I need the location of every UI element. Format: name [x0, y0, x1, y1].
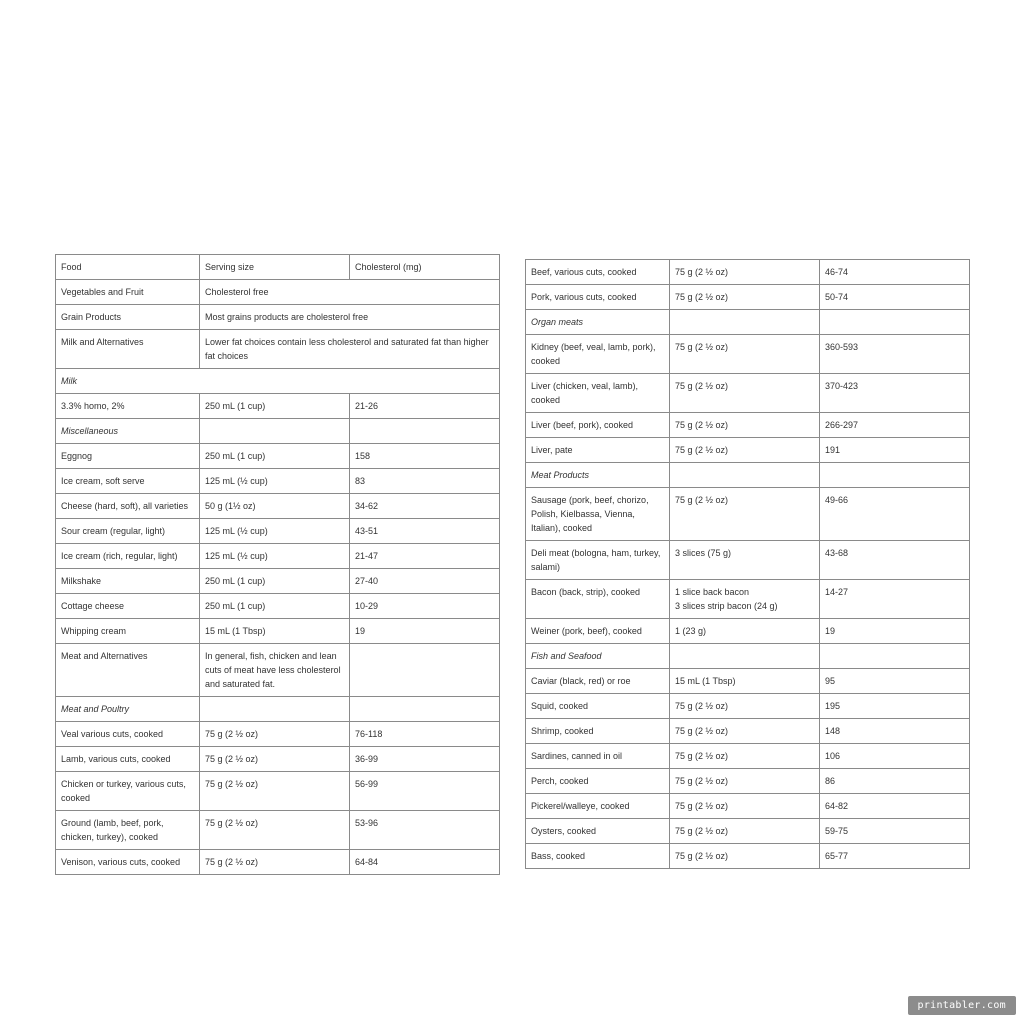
table-row — [56, 850, 500, 875]
table-cell: Deli meat (bologna, ham, turkey, salami) — [526, 541, 670, 580]
table-cell: 125 mL (½ cup) — [200, 519, 350, 544]
table-cell: Sausage (pork, beef, chorizo, Polish, Kielbassa, Vienna, Italian), cooked — [526, 488, 670, 541]
table-cell: Venison, various cuts, cooked — [56, 850, 200, 875]
table-cell: 49-66 — [820, 488, 970, 541]
table-cell: Food — [56, 255, 200, 280]
table-row — [526, 413, 970, 438]
table-row — [526, 669, 970, 694]
table-cell: 75 g (2 ½ oz) — [670, 335, 820, 374]
table-row — [526, 844, 970, 869]
table-row — [526, 744, 970, 769]
table-cell: 15 mL (1 Tbsp) — [200, 619, 350, 644]
table-cell: 75 g (2 ½ oz) — [670, 844, 820, 869]
table-cell: 158 — [350, 444, 500, 469]
table-cell — [670, 644, 820, 669]
table-cell — [200, 697, 350, 722]
table-cell: 250 mL (1 cup) — [200, 444, 350, 469]
table-cell: Lower fat choices contain less cholesterol and saturated fat than higher fat choices — [200, 330, 500, 369]
cholesterol-table-left — [55, 254, 500, 875]
table-row — [56, 747, 500, 772]
table-cell: 1 (23 g) — [670, 619, 820, 644]
table-cell: Meat Products — [526, 463, 670, 488]
table-cell: Milk and Alternatives — [56, 330, 200, 369]
table-cell: 250 mL (1 cup) — [200, 394, 350, 419]
table-cell: Squid, cooked — [526, 694, 670, 719]
table-row — [56, 494, 500, 519]
table-cell: Milk — [56, 369, 500, 394]
table-cell: 75 g (2 ½ oz) — [670, 694, 820, 719]
table-row — [526, 541, 970, 580]
section-row — [526, 644, 970, 669]
table-cell: 53-96 — [350, 811, 500, 850]
table-cell: 1 slice back bacon 3 slices strip bacon (24 g) — [670, 580, 820, 619]
table-row — [526, 335, 970, 374]
table-cell: Miscellaneous — [56, 419, 200, 444]
table-cell: 75 g (2 ½ oz) — [670, 819, 820, 844]
table-cell: Oysters, cooked — [526, 819, 670, 844]
table-cell: 3.3% homo, 2% — [56, 394, 200, 419]
table-cell: Fish and Seafood — [526, 644, 670, 669]
table-cell: 250 mL (1 cup) — [200, 569, 350, 594]
table-cell: Ground (lamb, beef, pork, chicken, turkey), cooked — [56, 811, 200, 850]
table-cell: 75 g (2 ½ oz) — [200, 772, 350, 811]
table-cell: Bacon (back, strip), cooked — [526, 580, 670, 619]
table-cell: 50 g (1½ oz) — [200, 494, 350, 519]
table-cell: Sardines, canned in oil — [526, 744, 670, 769]
table-cell: 15 mL (1 Tbsp) — [670, 669, 820, 694]
table-cell — [200, 419, 350, 444]
table-cell: Pork, various cuts, cooked — [526, 285, 670, 310]
table-cell: Milkshake — [56, 569, 200, 594]
table-row — [526, 374, 970, 413]
table-cell: Cholesterol (mg) — [350, 255, 500, 280]
table-cell: Lamb, various cuts, cooked — [56, 747, 200, 772]
table-cell: 75 g (2 ½ oz) — [670, 438, 820, 463]
section-row — [56, 369, 500, 394]
table-cell: Bass, cooked — [526, 844, 670, 869]
table-cell: 75 g (2 ½ oz) — [670, 794, 820, 819]
table-cell: Beef, various cuts, cooked — [526, 260, 670, 285]
table-row — [56, 305, 500, 330]
table-cell: 95 — [820, 669, 970, 694]
table-cell: 56-99 — [350, 772, 500, 811]
table-cell: 125 mL (½ cup) — [200, 469, 350, 494]
table-cell: Liver (beef, pork), cooked — [526, 413, 670, 438]
table-row — [56, 569, 500, 594]
table-cell: 46-74 — [820, 260, 970, 285]
table-row — [526, 819, 970, 844]
table-row — [56, 644, 500, 697]
table-cell: 19 — [820, 619, 970, 644]
table-row — [526, 438, 970, 463]
table-cell: 195 — [820, 694, 970, 719]
table-cell: 36-99 — [350, 747, 500, 772]
table-cell: Caviar (black, red) or roe — [526, 669, 670, 694]
table-row — [56, 394, 500, 419]
table-cell: 75 g (2 ½ oz) — [200, 850, 350, 875]
table-cell: Kidney (beef, veal, lamb, pork), cooked — [526, 335, 670, 374]
table-row — [526, 619, 970, 644]
watermark-badge: printabler.com — [908, 996, 1017, 1015]
table-cell: 50-74 — [820, 285, 970, 310]
table-cell: Weiner (pork, beef), cooked — [526, 619, 670, 644]
table-cell: 64-82 — [820, 794, 970, 819]
table-cell — [820, 463, 970, 488]
table-row — [56, 619, 500, 644]
table-cell: 75 g (2 ½ oz) — [670, 260, 820, 285]
table-cell: In general, fish, chicken and lean cuts of meat have less cholesterol and saturated fat. — [200, 644, 350, 697]
table-cell: 83 — [350, 469, 500, 494]
table-cell: 266-297 — [820, 413, 970, 438]
table-cell: Cottage cheese — [56, 594, 200, 619]
section-row — [56, 697, 500, 722]
table-cell: 75 g (2 ½ oz) — [670, 488, 820, 541]
table-cell: Sour cream (regular, light) — [56, 519, 200, 544]
table-row — [56, 444, 500, 469]
table-cell: Grain Products — [56, 305, 200, 330]
table-cell — [820, 310, 970, 335]
table-cell: Cheese (hard, soft), all varieties — [56, 494, 200, 519]
table-cell: Veal various cuts, cooked — [56, 722, 200, 747]
section-row — [56, 419, 500, 444]
table-row — [56, 594, 500, 619]
table-cell: 76-118 — [350, 722, 500, 747]
table-cell — [670, 310, 820, 335]
table-cell: 75 g (2 ½ oz) — [200, 811, 350, 850]
table-cell — [350, 697, 500, 722]
section-row — [526, 310, 970, 335]
table-cell: 3 slices (75 g) — [670, 541, 820, 580]
table-cell — [350, 419, 500, 444]
table-row — [526, 719, 970, 744]
table-cell: Perch, cooked — [526, 769, 670, 794]
table-row — [526, 488, 970, 541]
table-row — [526, 580, 970, 619]
table-cell — [820, 644, 970, 669]
table-cell: 27-40 — [350, 569, 500, 594]
table-cell: 125 mL (½ cup) — [200, 544, 350, 569]
table-cell: 75 g (2 ½ oz) — [670, 285, 820, 310]
table-cell: 59-75 — [820, 819, 970, 844]
table-cell: 75 g (2 ½ oz) — [200, 747, 350, 772]
table-cell: 75 g (2 ½ oz) — [670, 769, 820, 794]
table-cell: Meat and Alternatives — [56, 644, 200, 697]
table-cell: 106 — [820, 744, 970, 769]
table-row — [56, 255, 500, 280]
section-row — [526, 463, 970, 488]
table-row — [526, 694, 970, 719]
table-cell: 19 — [350, 619, 500, 644]
table-row — [56, 330, 500, 369]
table-cell: 10-29 — [350, 594, 500, 619]
table-row — [526, 794, 970, 819]
table-row — [56, 544, 500, 569]
table-row — [56, 519, 500, 544]
table-cell: Ice cream (rich, regular, light) — [56, 544, 200, 569]
table-row — [56, 280, 500, 305]
table-cell: Whipping cream — [56, 619, 200, 644]
cholesterol-table-right — [525, 259, 970, 869]
table-cell: Cholesterol free — [200, 280, 500, 305]
table-cell: 370-423 — [820, 374, 970, 413]
table-cell — [350, 644, 500, 697]
table-cell: 21-47 — [350, 544, 500, 569]
table-cell: 43-68 — [820, 541, 970, 580]
table-cell: Pickerel/walleye, cooked — [526, 794, 670, 819]
table-cell: 75 g (2 ½ oz) — [200, 722, 350, 747]
table-cell: 75 g (2 ½ oz) — [670, 719, 820, 744]
table-cell: Serving size — [200, 255, 350, 280]
table-cell: Organ meats — [526, 310, 670, 335]
table-row — [56, 811, 500, 850]
table-cell: Liver, pate — [526, 438, 670, 463]
table-cell: 250 mL (1 cup) — [200, 594, 350, 619]
table-cell: 148 — [820, 719, 970, 744]
table-row — [56, 469, 500, 494]
table-cell: 43-51 — [350, 519, 500, 544]
table-cell: 21-26 — [350, 394, 500, 419]
table-cell — [670, 463, 820, 488]
table-row — [56, 722, 500, 747]
table-cell: Shrimp, cooked — [526, 719, 670, 744]
table-cell: 75 g (2 ½ oz) — [670, 374, 820, 413]
table-cell: Chicken or turkey, various cuts, cooked — [56, 772, 200, 811]
table-cell: 75 g (2 ½ oz) — [670, 744, 820, 769]
table-cell: Vegetables and Fruit — [56, 280, 200, 305]
table-cell: 86 — [820, 769, 970, 794]
table-body-right — [526, 260, 970, 869]
table-row — [56, 772, 500, 811]
table-row — [526, 285, 970, 310]
table-cell: Meat and Poultry — [56, 697, 200, 722]
table-cell: 191 — [820, 438, 970, 463]
table-cell: 65-77 — [820, 844, 970, 869]
table-cell: Most grains products are cholesterol free — [200, 305, 500, 330]
table-cell: 14-27 — [820, 580, 970, 619]
table-cell: 75 g (2 ½ oz) — [670, 413, 820, 438]
table-row — [526, 769, 970, 794]
table-cell: Liver (chicken, veal, lamb), cooked — [526, 374, 670, 413]
table-row — [526, 260, 970, 285]
table-cell: 360-593 — [820, 335, 970, 374]
table-cell: Ice cream, soft serve — [56, 469, 200, 494]
table-cell: Eggnog — [56, 444, 200, 469]
table-body-left — [56, 255, 500, 875]
table-cell: 64-84 — [350, 850, 500, 875]
table-cell: 34-62 — [350, 494, 500, 519]
